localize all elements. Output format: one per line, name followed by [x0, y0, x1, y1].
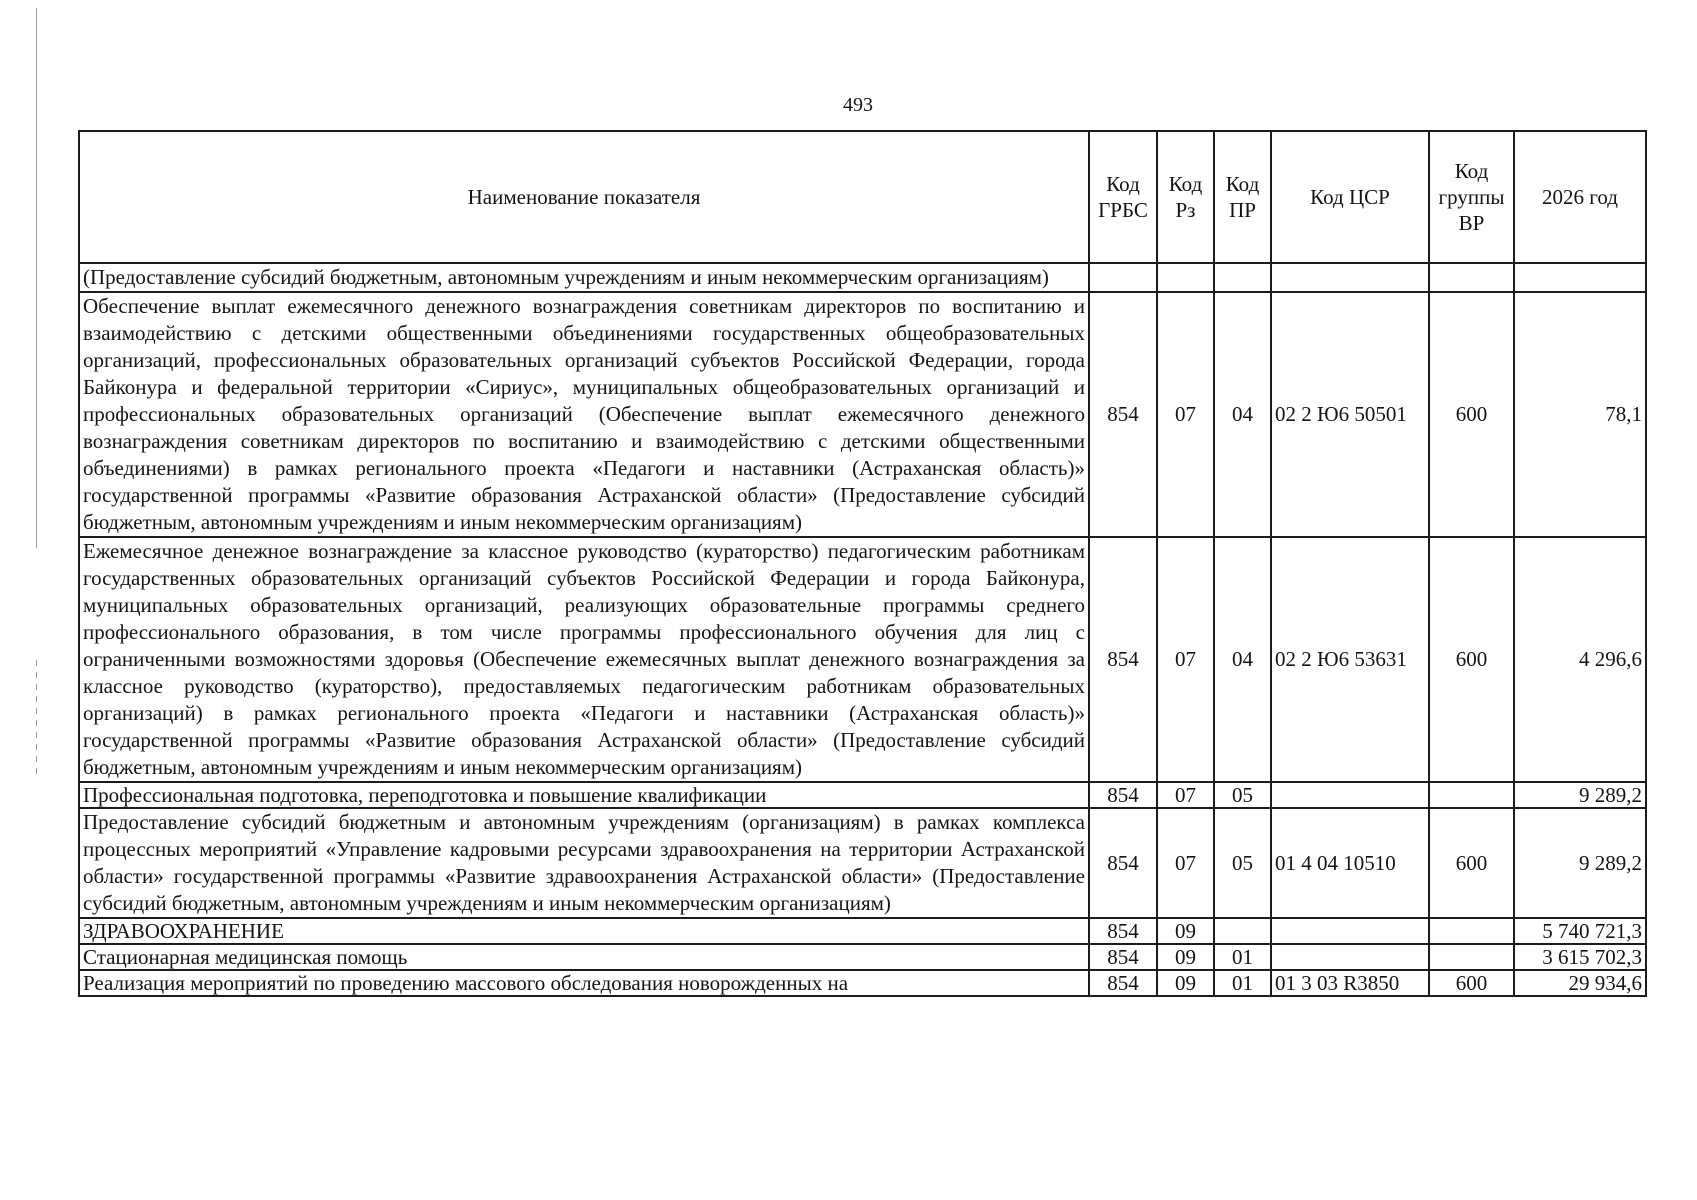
row-csr [1271, 944, 1429, 970]
header-rz: Код Рз [1157, 131, 1214, 263]
budget-table [78, 130, 1647, 997]
row-csr: 02 2 Ю6 50501 [1271, 292, 1429, 537]
table-row [79, 970, 1646, 996]
row-rz [1157, 263, 1214, 292]
row-csr [1271, 263, 1429, 292]
row-name: (Предоставление субсидий бюджетным, автономным учреждениям и иным некоммерческим организациям) [79, 263, 1089, 292]
row-pr: 04 [1214, 537, 1271, 782]
row-vr: 600 [1429, 537, 1514, 782]
row-pr: 01 [1214, 970, 1271, 996]
row-grbs: 854 [1089, 970, 1157, 996]
row-csr: 02 2 Ю6 53631 [1271, 537, 1429, 782]
row-sum: 3 615 702,3 [1514, 944, 1646, 970]
row-rz: 07 [1157, 808, 1214, 918]
header-csr: Код ЦСР [1271, 131, 1429, 263]
header-pr: Код ПР [1214, 131, 1271, 263]
row-pr: 05 [1214, 782, 1271, 808]
row-pr: 05 [1214, 808, 1271, 918]
row-csr [1271, 782, 1429, 808]
row-pr [1214, 263, 1271, 292]
header-vr: Код группы ВР [1429, 131, 1514, 263]
row-vr [1429, 782, 1514, 808]
row-name: Предоставление субсидий бюджетным и автономным учреждениям (организациям) в рамках комплекса процессных мероприятий «Управление кадровыми ресурсами здравоохранения на территории Астраханской области» государственной программы «Развитие здравоохранения Астраханской области» (Предоставление субсидий бюджетным, автономным учреждениям и иным некоммерческим организациям) [79, 808, 1089, 918]
row-vr [1429, 944, 1514, 970]
table-row [79, 782, 1646, 808]
row-rz: 07 [1157, 782, 1214, 808]
scan-margin-dashes [36, 660, 37, 780]
row-name: ЗДРАВООХРАНЕНИЕ [79, 918, 1089, 944]
row-sum: 4 296,6 [1514, 537, 1646, 782]
table-row [79, 944, 1646, 970]
row-vr: 600 [1429, 292, 1514, 537]
row-vr: 600 [1429, 970, 1514, 996]
table-row [79, 808, 1646, 918]
row-grbs: 854 [1089, 944, 1157, 970]
row-pr: 01 [1214, 944, 1271, 970]
table-row [79, 918, 1646, 944]
row-vr: 600 [1429, 808, 1514, 918]
row-rz: 09 [1157, 918, 1214, 944]
header-year: 2026 год [1514, 131, 1646, 263]
row-rz: 07 [1157, 537, 1214, 782]
row-name: Обеспечение выплат ежемесячного денежного вознаграждения советникам директоров по воспитанию и взаимодействию с детскими общественными объединениями государственных общеобразовательных организаций, профессиональных образовательных организаций субъектов Российской Федерации, города Байконура и федеральной территории «Сириус», муниципальных общеобразовательных организаций и профессиональных образовательных организаций (Обеспечение выплат ежемесячного денежного вознаграждения советникам директоров по воспитанию и взаимодействию с детскими общественными объединениями) в рамках регионального проекта «Педагоги и наставники (Астраханская область)» государственной программы «Развитие образования Астраханской области» (Предоставление субсидий бюджетным, автономным учреждениям и иным некоммерческим организациям) [79, 292, 1089, 537]
header-name: Наименование показателя [79, 131, 1089, 263]
row-sum: 78,1 [1514, 292, 1646, 537]
table-row [79, 292, 1646, 537]
row-vr [1429, 263, 1514, 292]
row-name: Стационарная медицинская помощь [79, 944, 1089, 970]
row-rz: 07 [1157, 292, 1214, 537]
row-grbs: 854 [1089, 918, 1157, 944]
table-row [79, 537, 1646, 782]
row-grbs: 854 [1089, 782, 1157, 808]
row-csr: 01 4 04 10510 [1271, 808, 1429, 918]
header-row [79, 131, 1646, 263]
row-rz: 09 [1157, 970, 1214, 996]
table-row [79, 263, 1646, 292]
row-sum: 29 934,6 [1514, 970, 1646, 996]
row-csr: 01 3 03 R3850 [1271, 970, 1429, 996]
scan-margin-line [36, 8, 37, 548]
row-pr: 04 [1214, 292, 1271, 537]
row-name: Профессиональная подготовка, переподготовка и повышение квалификации [79, 782, 1089, 808]
row-pr [1214, 918, 1271, 944]
row-sum: 9 289,2 [1514, 782, 1646, 808]
page-number: 493 [843, 94, 873, 116]
row-rz: 09 [1157, 944, 1214, 970]
row-grbs: 854 [1089, 537, 1157, 782]
row-sum [1514, 263, 1646, 292]
row-csr [1271, 918, 1429, 944]
row-grbs: 854 [1089, 292, 1157, 537]
header-grbs: Код ГРБС [1089, 131, 1157, 263]
row-name: Ежемесячное денежное вознаграждение за классное руководство (кураторство) педагогическим работникам государственных образовательных организаций субъектов Российской Федерации и города Байконура, муниципальных образовательных организаций, реализующих образовательные программы среднего профессионального образования, в том числе программы профессионального обучения для лиц с ограниченными возможностями здоровья (Обеспечение ежемесячных выплат денежного вознаграждения за классное руководство (кураторство), предоставляемых педагогическим работникам образовательных организаций) в рамках регионального проекта «Педагоги и наставники (Астраханская область)» государственной программы «Развитие образования Астраханской области» (Предоставление субсидий бюджетным, автономным учреждениям и иным некоммерческим организациям) [79, 537, 1089, 782]
row-sum: 9 289,2 [1514, 808, 1646, 918]
row-grbs [1089, 263, 1157, 292]
row-vr [1429, 918, 1514, 944]
row-grbs: 854 [1089, 808, 1157, 918]
row-name: Реализация мероприятий по проведению массового обследования новорожденных на [79, 970, 1089, 996]
row-sum: 5 740 721,3 [1514, 918, 1646, 944]
